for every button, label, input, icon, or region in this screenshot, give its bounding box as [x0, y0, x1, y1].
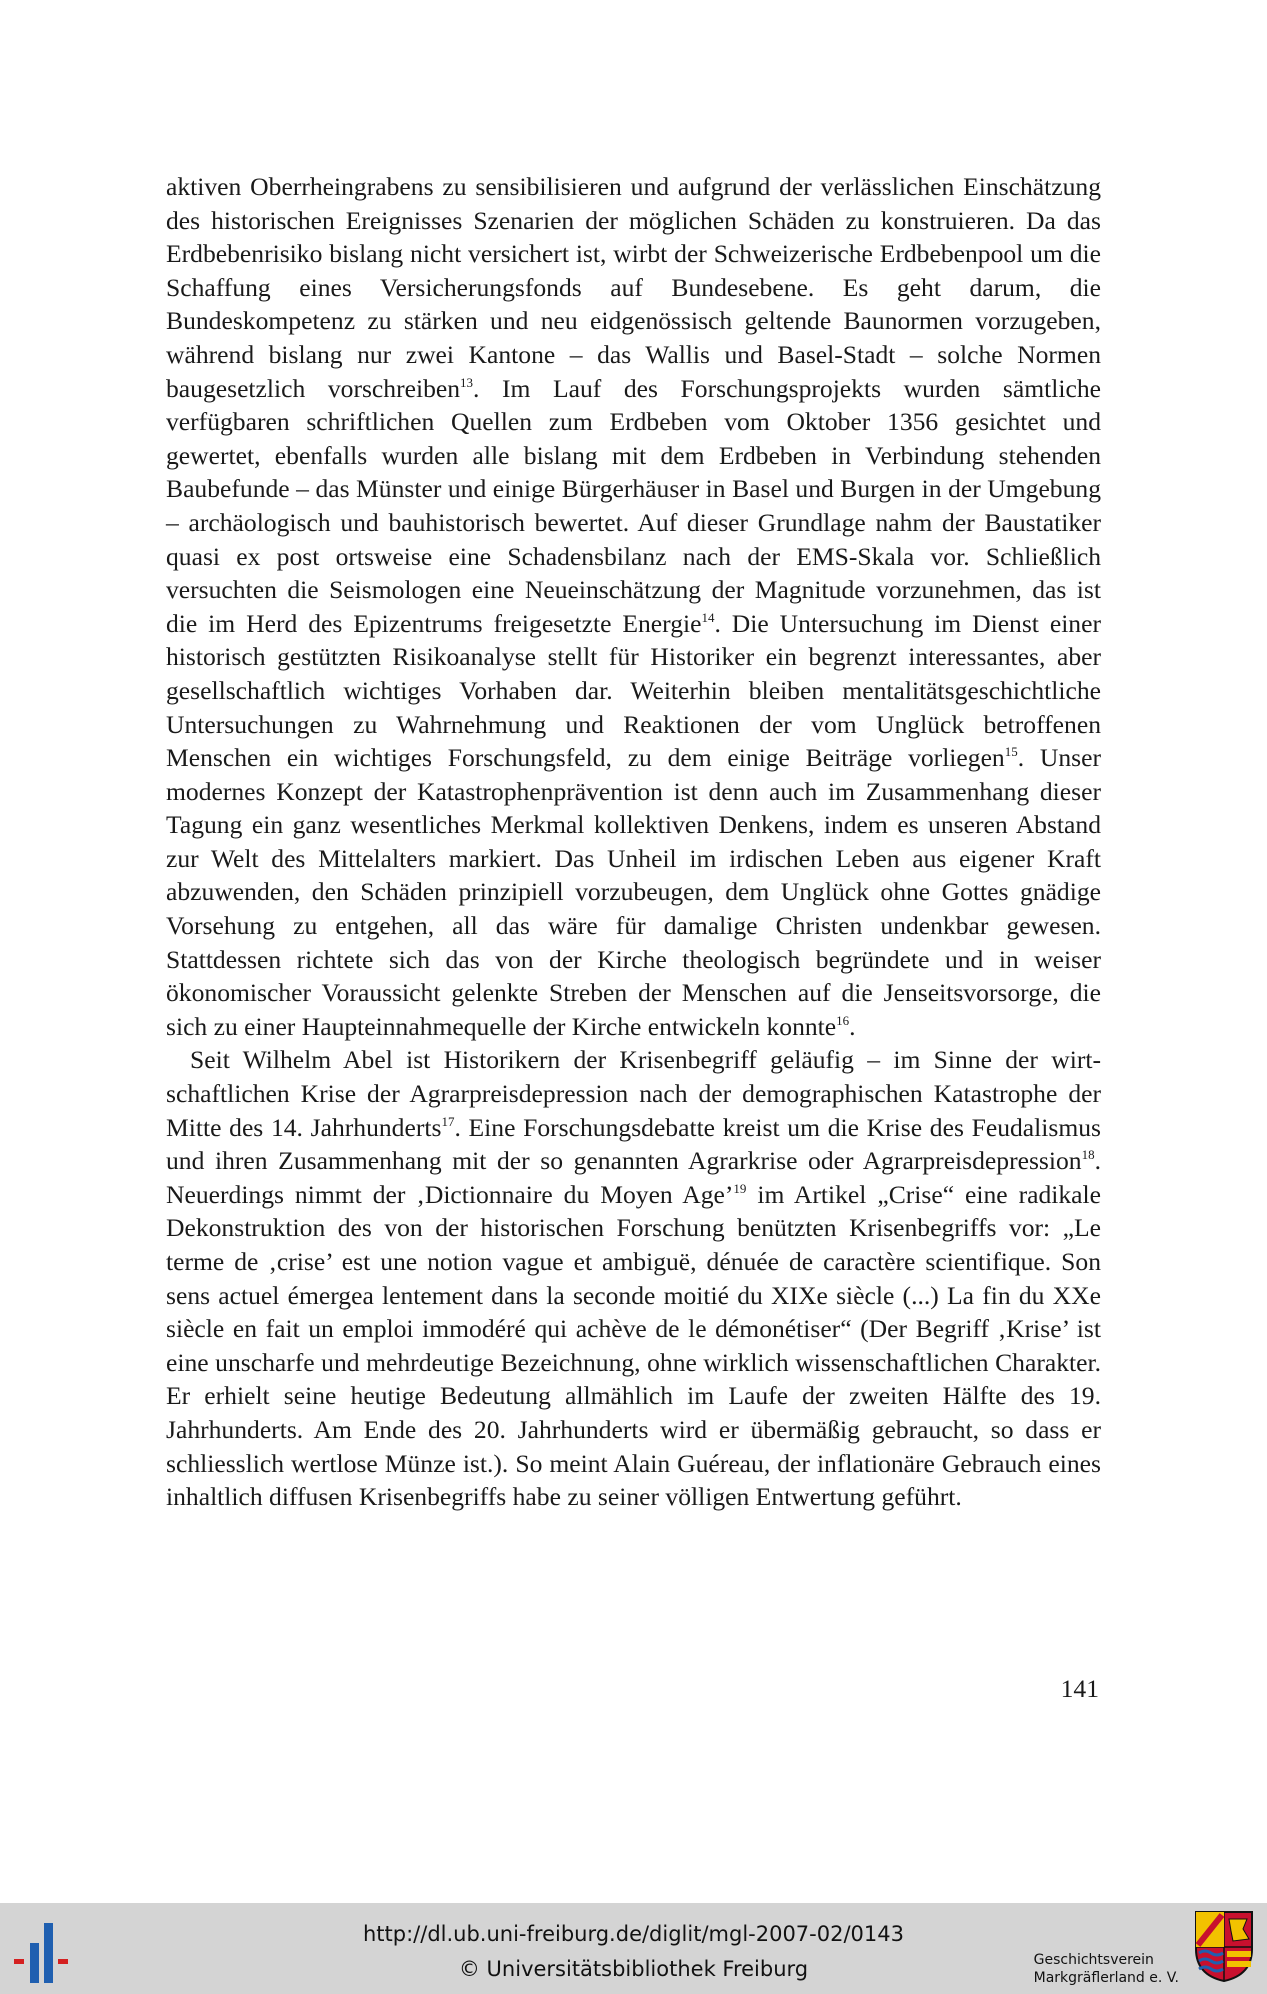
coat-of-arms-icon: [1193, 1909, 1255, 1983]
footnote-marker[interactable]: 18: [1081, 1147, 1095, 1163]
footnote-marker[interactable]: 16: [836, 1012, 850, 1028]
footnote-marker[interactable]: 17: [441, 1113, 455, 1129]
text-run: aktiven Oberrheingrabens zu sensibilisieren und aufgrund der verlässlichen Einschätzung des historischen Ereignisses Szenarien der möglichen Schäden zu konstruieren. Da das Erdbebenrisiko bislang nicht versichert ist, wirbt der Schweizerische Erdbebenpool um die Schaffung eines Versicherungsfonds auf Bundesebene. Es geht darum, die Bundeskompetenz zu stärken und neu eidgenössisch geltende Baunormen vorzugeben, während bislang nur zwei Kantone – das Wallis und Basel-Stadt – solche Normen baugesetzlich vorschreiben: [166, 172, 1101, 403]
text-run: .: [849, 1011, 856, 1041]
society-line-1: Geschichtsverein: [1033, 1952, 1154, 1968]
copyright-text: © Universitätsbibliothek Freiburg: [458, 1957, 809, 1981]
text-run: im Artikel „Crise“ eine radikale Dekonstruktion des von der historischen Forschung benützten Krisenbegriffs vor: „Le terme de ‚crise’ est une notion vague et ambiguë, dénuée de caractère scientifique. Son sens actuel émergea lentement dans la seconde moitié du XIXe siècle (...) La fin du XXe siècle en fait un emploi immodéré qui achève de le démonétiser“ (Der Begriff ‚Krise’ ist eine unscharfe und mehrdeutige Bezeichnung, ohne wirklich wissenschaftlichen Charakter. Er erhielt seine heutige Bedeutung allmählich im Laufe der zweiten Hälfte des 19. Jahrhunderts. Am Ende des 20. Jahrhunderts wird er übermäßig gebraucht, so dass er schliesslich wertlose Münze ist.). So meint Alain Guéreau, der inflationäre Gebrauch eines inhaltlich diffusen Krisenbegriffs habe zu seiner völligen Entwertung geführt.: [166, 1179, 1101, 1512]
society-line-2: Markgräflerland e. V.: [1033, 1970, 1179, 1986]
page-number: 141: [1060, 1674, 1099, 1703]
text-run: Seit Wilhelm Abel ist Historikern der Krisenbegriff geläufig – im Sinne der wirtschaftlichen Krise der Agrarpreisdepression nach der demographischen Katastrophe der Mitte des 14. Jahrhunderts: [166, 1045, 1101, 1142]
text-run: . Eine Forschungsdebatte kreist um die Krise des Feudalismus und ihren Zusammenhang mit der so genannten Agrarkrise oder Agrarpreisdepression: [166, 1112, 1101, 1176]
footnote-marker[interactable]: 13: [460, 374, 474, 390]
footnote-marker[interactable]: 19: [733, 1180, 747, 1196]
source-url-link[interactable]: http://dl.ub.uni-freiburg.de/diglit/mgl-2007-02/0143: [362, 1922, 904, 1946]
society-name: [1034, 1951, 1179, 1987]
body-paragraph: [166, 170, 1101, 1043]
text-run: . Die Untersuchung im Dienst einer historisch gestützten Risikoanalyse stellt für Historiker ein begrenzt interessantes, aber gesellschaftlich wichtiges Vorhaben dar. Weiterhin bleiben mentalitätsgeschichtliche Untersuchungen zu Wahrnehmung und Reaktionen der vom Unglück betroffenen Menschen ein wichtiges Forschungsfeld, zu dem einige Beiträge vorliegen: [166, 608, 1101, 773]
footnote-marker[interactable]: 14: [701, 609, 715, 625]
body-paragraph: [166, 1043, 1101, 1513]
body-text: [166, 170, 1101, 1514]
text-run: . Unser modernes Konzept der Katastrophenprävention ist denn auch im Zusammenhang dieser Tagung ein ganz wesentliches Merkmal kollektiven Denkens, indem es unseren Abstand zur Welt des Mittelalters markiert. Das Unheil im irdischen Leben aus eigener Kraft abzuwenden, den Schäden prinzipiell vorzubeugen, dem Unglück ohne Gottes gnädige Vorsehung zu entgehen, all das wäre für damalige Christen undenkbar gewesen. Stattdessen richtete sich das von der Kirche theologisch begründete und in weiser ökonomischer Voraussicht gelenkte Streben der Menschen auf die Jenseitsvorsorge, die sich zu einer Haupteinnahmequelle der Kirche entwickeln konnte: [166, 743, 1101, 1041]
text-run: . Im Lauf des Forschungsprojekts wurden sämtliche verfügbaren schriftlichen Quellen zum Erdbeben vom Oktober 1356 gesichtet und gewertet, ebenfalls wurden alle bislang mit dem Erdbeben in Verbindung stehenden Baubefunde – das Münster und einige Bürgerhäuser in Basel und Burgen in der Umgebung – archäologisch und bauhistorisch bewertet. Auf dieser Grundlage nahm der Baustatiker quasi ex post ortsweise eine Schadensbilanz nach der EMS-Skala vor. Schließlich versuchten die Seismologen eine Neueinschätzung der Magnitude vorzunehmen, das ist die im Herd des Epizentrums freigesetzte Energie: [166, 373, 1101, 638]
footer-bar: [0, 1903, 1267, 1994]
text-run: . Neuerdings nimmt der ‚Dictionnaire du Moyen Age’: [166, 1146, 1101, 1209]
footnote-marker[interactable]: 15: [1004, 744, 1018, 760]
